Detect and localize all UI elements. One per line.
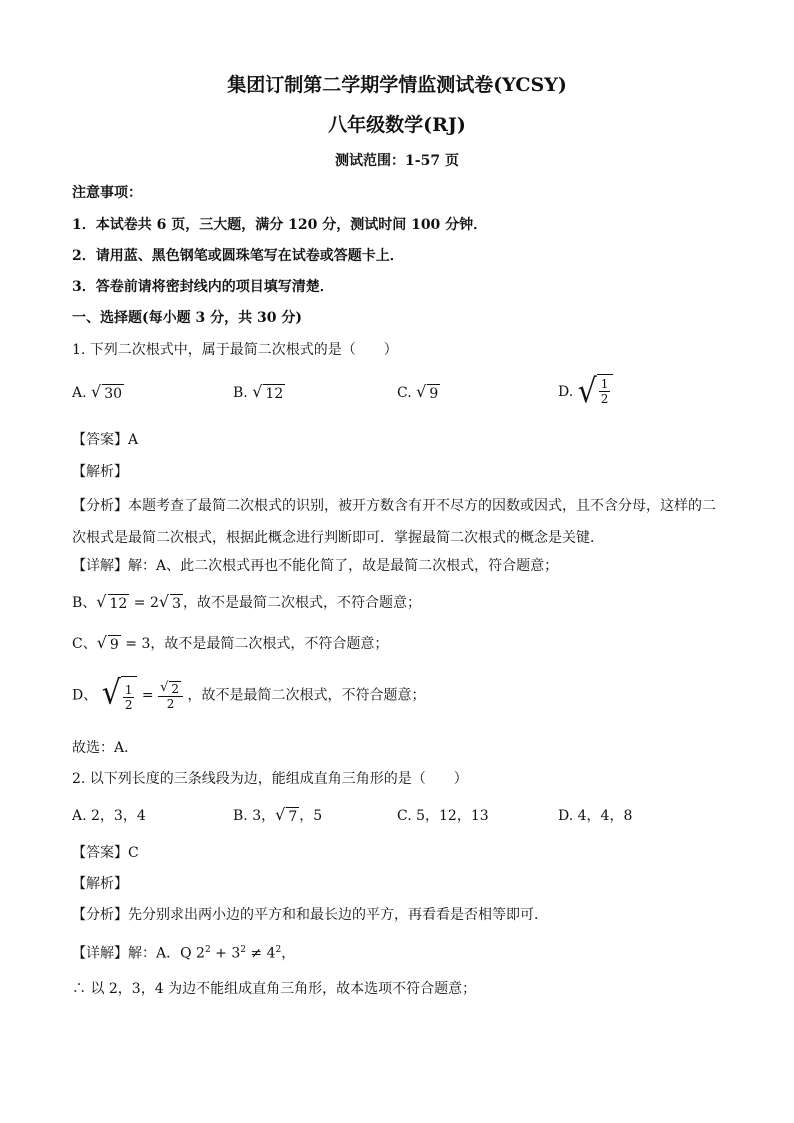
option-b bbox=[233, 383, 285, 403]
answer: 【答案】A bbox=[72, 432, 139, 448]
sqrt-expression: √ $\frac{1}{2}$ bbox=[578, 374, 614, 410]
option-c: C. 5，12，13 bbox=[397, 808, 489, 824]
choice-line: 故选：A． bbox=[72, 740, 139, 756]
detail-text: 【详解】解：A、此二次根式再也不能化简了，故是最简二次根式，符合题意； bbox=[72, 558, 559, 574]
option-d: D. 4，4，8 bbox=[558, 808, 633, 824]
answer: 【答案】C bbox=[72, 845, 139, 861]
solution-line-c: C、 √ 9 = 3，故不是最简二次根式，不符合题意； bbox=[72, 633, 389, 653]
conclusion-text: ∴ 以 2，3，4 为边不能组成直角三角形，故本选项不符合题意； bbox=[72, 981, 477, 997]
sqrt-expression: √ 9 bbox=[96, 633, 119, 653]
exam-title: 集团订制第二学期学情监测试卷(YCSY) bbox=[227, 74, 567, 96]
option-a: A. 2，3，4 bbox=[72, 808, 146, 824]
note-item: 3．答卷前请将密封线内的项目填写清楚． bbox=[72, 279, 334, 295]
option-label: B. bbox=[233, 385, 248, 401]
sqrt-expression: √ 12 bbox=[252, 382, 284, 402]
option-b: B. 3， √ 7 ，5 bbox=[233, 805, 323, 825]
radicand: 30 bbox=[104, 386, 123, 402]
sqrt-expression: √ 9 bbox=[416, 382, 439, 402]
note-item: 1．本试卷共 6 页，三大题，满分 120 分，测试时间 100 分钟． bbox=[72, 217, 488, 233]
sqrt-expression: √ 12 bbox=[96, 592, 128, 612]
solution-line-b: B、 √ 12 = 2 √ 3 ，故不是最简二次根式，不符合题意； bbox=[72, 592, 421, 612]
sqrt-expression: √ 7 bbox=[275, 805, 298, 825]
notes-heading: 注意事项： bbox=[72, 185, 142, 201]
section-heading: 一、选择题(每小题 3 分，共 30 分) bbox=[72, 310, 302, 326]
solution-line-d: D、 √ $\frac{1}{2}$ = √ 2 2 ，故不是最简二次根式，不符合题意； bbox=[72, 676, 425, 715]
fraction: $\frac{1}{2}$ bbox=[124, 682, 133, 712]
analysis-tag: 【解析】 bbox=[72, 464, 128, 480]
note-item: 2．请用蓝、黑色钢笔或圆珠笔写在试卷或答题卡上． bbox=[72, 248, 404, 264]
radicand: 12 bbox=[265, 386, 284, 402]
option-a bbox=[72, 383, 124, 403]
sqrt-expression: √ 3 bbox=[158, 592, 181, 612]
exam-subtitle: 八年级数学(RJ) bbox=[328, 114, 466, 136]
analysis-text: 【分析】先分别求出两小边的平方和和最长边的平方，再看看是否相等即可． bbox=[72, 907, 548, 923]
option-label: D. bbox=[558, 384, 574, 400]
option-c bbox=[397, 383, 440, 403]
sqrt-expression: √ $\frac{1}{2}$ bbox=[102, 676, 138, 715]
question-stem: 2. 以下列长度的三条线段为边，能组成直角三角形的是（ ） bbox=[72, 771, 468, 787]
fraction: √ 2 2 bbox=[158, 681, 183, 711]
question-stem: 1. 下列二次根式中，属于最简二次根式的是（ ） bbox=[72, 342, 398, 358]
analysis-text: 【分析】本题考查了最简二次根式的识别，被开方数含有开不尽方的因数或因式，且不含分母，这样的二次根式是最简二次根式，根据此概念进行判断即可．掌握最简二次根式的概念是关键． bbox=[72, 498, 716, 546]
analysis-tag: 【解析】 bbox=[72, 876, 128, 892]
option-label: C. bbox=[397, 385, 412, 401]
radicand: 9 bbox=[429, 386, 439, 402]
option-d bbox=[558, 374, 613, 410]
fraction: $\frac{1}{2}$ bbox=[600, 377, 609, 406]
sqrt-expression: √ 30 bbox=[91, 382, 123, 402]
detail-text: 【详解】解：A．Q $2^2 + 3^2 \ne 4^2$， bbox=[72, 945, 296, 962]
test-range: 测试范围：1-57 页 bbox=[335, 153, 459, 169]
option-label: A. bbox=[72, 385, 87, 401]
